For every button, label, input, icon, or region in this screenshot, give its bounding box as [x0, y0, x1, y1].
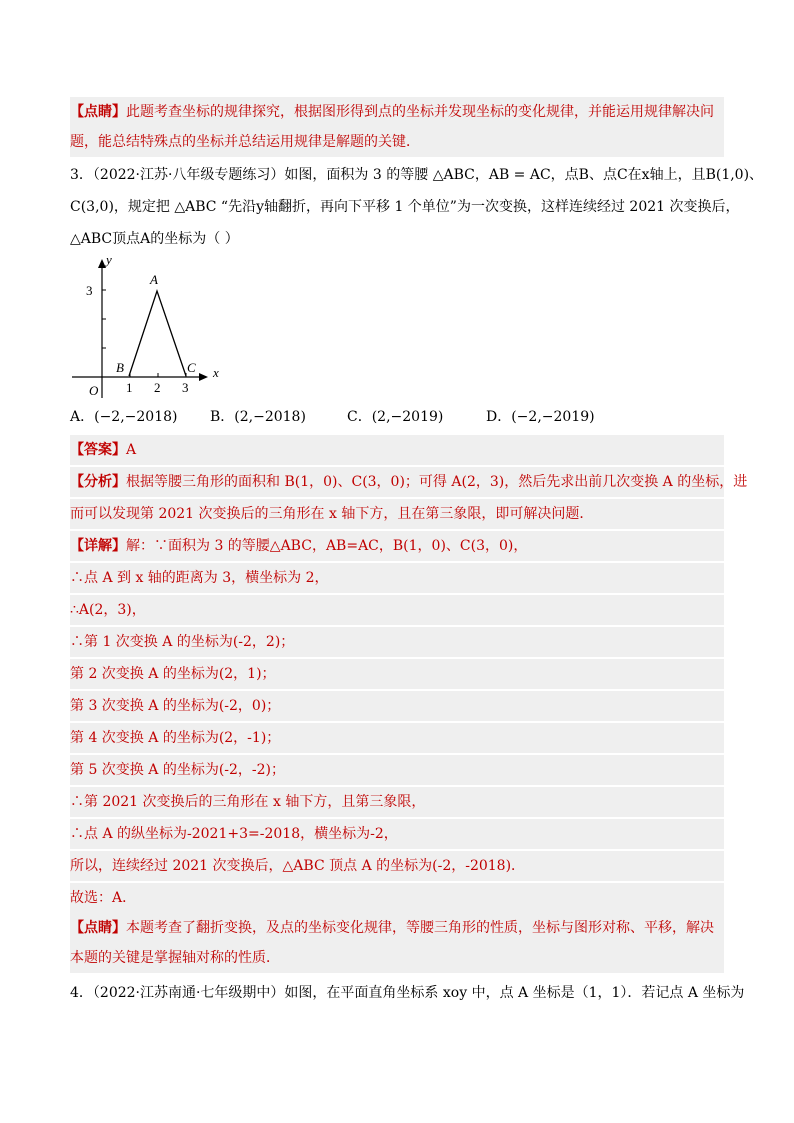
option-a: A．(−2,−2018): [70, 409, 178, 425]
xiangjie-line-5: 第 2 次变换 A 的坐标为(2，1)；: [70, 659, 724, 689]
question-3-line-3: △ABC顶点A的坐标为（ ）: [70, 231, 239, 247]
question-3-line-1: 3．（2022·江苏·八年级专题练习）如图，面积为 3 的等腰 △ABC，AB = AC，点B、点C在x轴上，且B(1,0)、: [70, 167, 764, 183]
point-a-label: A: [150, 272, 158, 287]
y-axis-arrow: [98, 259, 106, 268]
xiangjie-line-11: 所以，连续经过 2021 次变换后，△ABC 顶点 A 的坐标为(-2，-2018)．: [70, 851, 724, 881]
xiangjie-tag: 【详解】: [70, 538, 126, 554]
triangle-abc: [129, 291, 186, 376]
dianjing-1-line-1: [70, 97, 724, 127]
question-4-line-1: 4．（2022·江苏南通·七年级期中）如图，在平面直角坐标系 xoy 中，点 A 坐标是（1，1）．若记点 A 坐标为: [70, 985, 745, 1001]
xiangjie-line-2: ∴点 A 到 x 轴的距离为 3，横坐标为 2，: [70, 563, 724, 593]
xiangjie-line-12: 故选：A．: [70, 883, 724, 913]
xiangjie-line-8: 第 5 次变换 A 的坐标为(-2，-2)；: [70, 755, 724, 785]
dianjing-1-line-2: 题，能总结特殊点的坐标并总结运用规律是解题的关键．: [70, 127, 724, 157]
y-axis-label: y: [106, 252, 112, 267]
x-tick-label-1: 1: [126, 380, 133, 395]
point-c-label: C: [187, 360, 196, 375]
xiangjie-line-9: ∴第 2021 次变换后的三角形在 x 轴下方，且第三象限，: [70, 787, 724, 817]
dianjing-2-tag: 【点睛】: [70, 920, 126, 936]
xiangjie-line-6: 第 3 次变换 A 的坐标为(-2，0)；: [70, 691, 724, 721]
xiangjie-line-1: [70, 531, 724, 561]
dianjing-tag: 【点睛】: [70, 104, 126, 120]
x-tick-label-3: 3: [182, 380, 189, 395]
x-tick-label-2: 2: [154, 380, 161, 395]
answer-value: A: [126, 442, 137, 458]
option-d: D．(−2,−2019): [486, 409, 595, 425]
xiangjie-text: 解：∵面积为 3 的等腰△ABC，AB=AC，B(1，0)、C(3，0)，: [126, 538, 528, 554]
y-tick-label-3: 3: [86, 283, 93, 298]
fenxi-tag: 【分析】: [70, 474, 126, 490]
option-c: C．(2,−2019): [347, 409, 444, 425]
xiangjie-line-3: ∴A(2，3)，: [70, 595, 724, 625]
x-axis-arrow: [199, 373, 208, 381]
triangle-figure: [70, 250, 230, 400]
dianjing-text: 此题考查坐标的规律探究，根据图形得到点的坐标并发现坐标的变化规律，并能运用规律解决问: [126, 104, 714, 120]
fenxi-line-1: [70, 467, 748, 497]
xiangjie-line-10: ∴点 A 的纵坐标为-2021+3=-2018，横坐标为-2，: [70, 819, 724, 849]
answer-tag: 【答案】: [70, 442, 126, 458]
x-axis-label: x: [213, 365, 219, 380]
dianjing-2-line-2: 本题的关键是掌握轴对称的性质．: [70, 943, 724, 973]
dianjing-2-line-1: [70, 913, 724, 943]
question-3-line-2: C(3,0)，规定把 △ABC “先沿y轴翻折，再向下平移 1 个单位”为一次变换，这样连续经过 2021 次变换后，: [70, 199, 740, 215]
xiangjie-line-7: 第 4 次变换 A 的坐标为(2，-1)；: [70, 723, 724, 753]
point-b-label: B: [116, 360, 124, 375]
answer-line: [70, 435, 724, 465]
option-b: B．(2,−2018): [210, 409, 306, 425]
dianjing-2-text: 本题考查了翻折变换，及点的坐标变化规律，等腰三角形的性质，坐标与图形对称、平移，解决: [126, 920, 714, 936]
fenxi-text: 根据等腰三角形的面积和 B(1，0)、C(3，0)；可得 A(2，3)，然后先求出前几次变换 A 的坐标，进: [126, 474, 748, 490]
origin-label: O: [89, 383, 99, 398]
xiangjie-line-4: ∴第 1 次变换 A 的坐标为(-2，2)；: [70, 627, 724, 657]
fenxi-line-2: 而可以发现第 2021 次变换后的三角形在 x 轴下方，且在第三象限，即可解决问题．: [70, 499, 724, 529]
